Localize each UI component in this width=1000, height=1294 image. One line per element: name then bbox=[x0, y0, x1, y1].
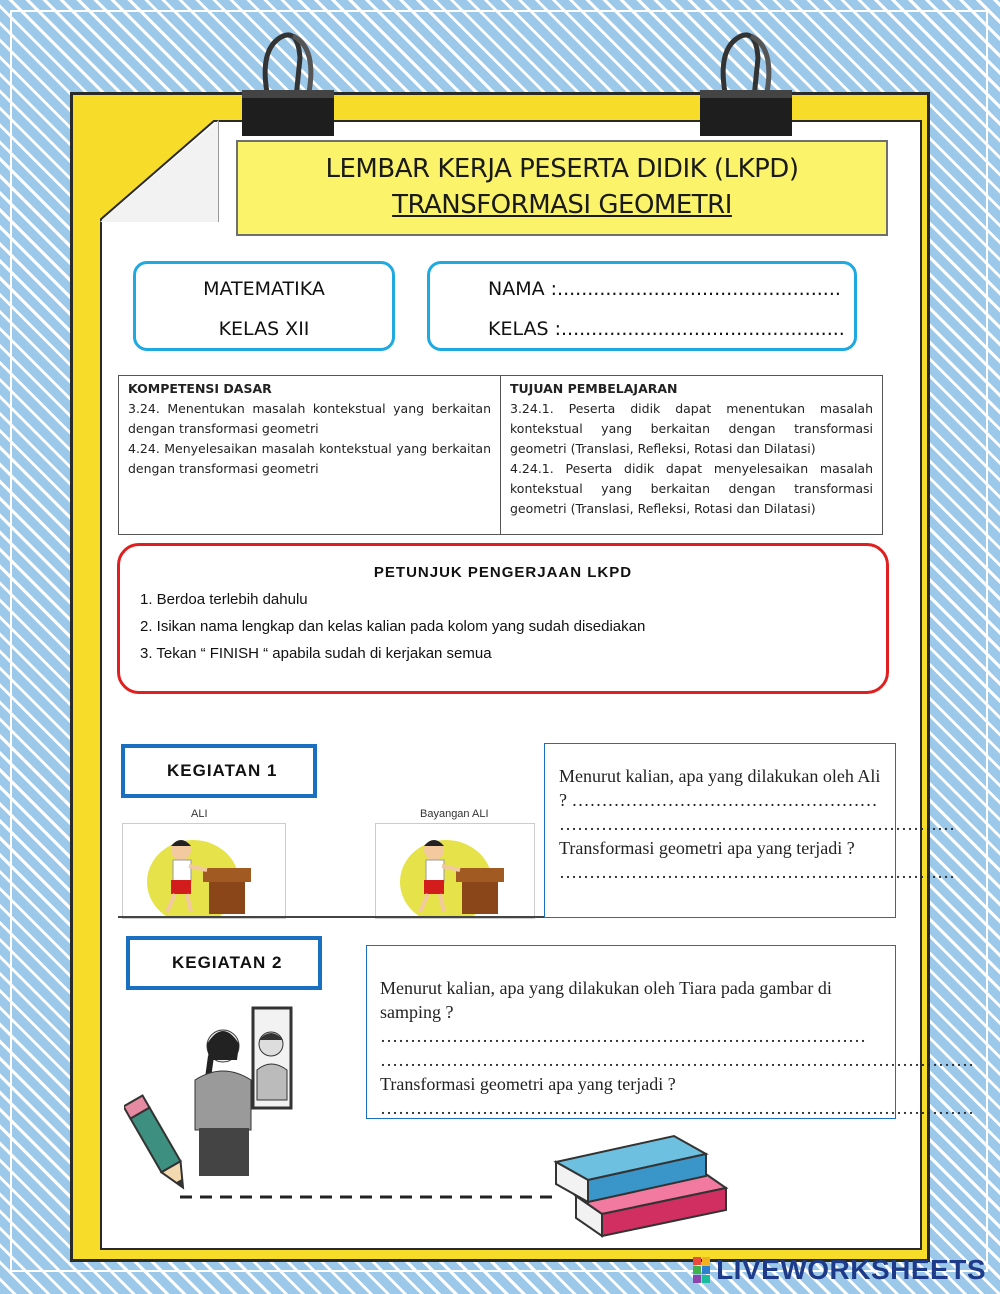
instruction-item: 3. Tekan “ FINISH “ apabila sudah di kerjakan semua bbox=[140, 645, 492, 662]
student-name-field[interactable]: NAMA :............................................... bbox=[488, 278, 841, 300]
subject-box bbox=[133, 261, 395, 351]
objectives-heading: TUJUAN PEMBELAJARAN bbox=[510, 381, 678, 396]
activity2-answer-2[interactable]: ……………………………………………………………………………………… bbox=[380, 1098, 974, 1118]
objectives-cell bbox=[501, 376, 883, 535]
worksheet-title: LEMBAR KERJA PESERTA DIDIK (LKPD) bbox=[325, 154, 799, 184]
activity2-question-box bbox=[366, 945, 974, 1119]
competency-item: 3.24. Menentukan masalah kontekstual yang berkaitan dengan transformasi geometri bbox=[128, 401, 491, 436]
subject-grade: KELAS XII bbox=[218, 318, 310, 340]
image-label-ali: ALI bbox=[191, 808, 208, 820]
binder-clip-icon bbox=[696, 28, 796, 138]
worksheet-subtitle: TRANSFORMASI GEOMETRI bbox=[392, 190, 732, 220]
subject-name: MATEMATIKA bbox=[203, 278, 325, 300]
worksheet-title-box bbox=[236, 140, 888, 236]
instruction-item: 1. Berdoa terlebih dahulu bbox=[140, 591, 308, 608]
pencil-icon bbox=[124, 1090, 194, 1202]
student-class-field[interactable]: KELAS :............................................... bbox=[488, 318, 845, 340]
ground-line bbox=[118, 916, 545, 918]
folded-corner-line bbox=[100, 120, 218, 222]
instructions-title: PETUNJUK PENGERJAAN LKPD bbox=[373, 564, 633, 581]
ali-reflection-image bbox=[375, 823, 535, 919]
activity1-question-2: Transformasi geometri apa yang terjadi ? bbox=[559, 838, 855, 858]
student-info-box bbox=[427, 261, 857, 351]
activity1-question-box bbox=[544, 743, 955, 918]
books-icon bbox=[550, 1130, 730, 1242]
competency-cell bbox=[119, 376, 501, 535]
liveworksheets-logo-icon bbox=[693, 1257, 711, 1283]
liveworksheets-watermark: LIVEWORKSHEETS bbox=[716, 1254, 986, 1285]
activity1-label: KEGIATAN 1 bbox=[121, 744, 317, 798]
instructions-box bbox=[117, 543, 889, 694]
ali-image bbox=[122, 823, 286, 919]
binder-clip-icon bbox=[238, 28, 338, 138]
image-label-reflection: Bayangan ALI bbox=[420, 808, 489, 820]
activity2-label: KEGIATAN 2 bbox=[126, 936, 322, 990]
competency-heading: KOMPETENSI DASAR bbox=[128, 381, 272, 396]
objective-item: 4.24.1. Peserta didik dapat menyelesaikan masalah kontekstual yang berkaitan dengan transformasi geometri (Translasi, Refleksi, Rotasi dan Dilatasi) bbox=[510, 461, 873, 516]
activity2-answer-1[interactable]: ……………………………………………………………………………………… bbox=[380, 1050, 974, 1070]
competency-table bbox=[118, 375, 883, 535]
tiara-mirror-image bbox=[183, 1000, 293, 1178]
activity1-answer-2[interactable]: ………………………………………………………… bbox=[559, 862, 955, 882]
instruction-item: 2. Isikan nama lengkap dan kelas kalian pada kolom yang sudah disediakan bbox=[140, 618, 646, 635]
activity2-question-2: Transformasi geometri apa yang terjadi ? bbox=[380, 1074, 676, 1094]
activity2-question-1: Menurut kalian, apa yang dilakukan oleh Tiara pada gambar di samping ? ……………………………………………………………………… bbox=[380, 978, 866, 1046]
competency-item: 4.24. Menyelesaikan masalah kontekstual yang berkaitan dengan transformasi geometri bbox=[128, 441, 491, 476]
objective-item: 3.24.1. Peserta didik dapat menentukan masalah kontekstual yang berkaitan dengan transformasi geometri (Translasi, Refleksi, Rotasi dan Dilatasi) bbox=[510, 401, 873, 456]
dashed-line bbox=[180, 1190, 560, 1204]
activity1-answer-1[interactable]: ………………………………………………………… bbox=[559, 814, 955, 834]
activity1-question-1: Menurut kalian, apa yang dilakukan oleh Ali ? …………………………………………… bbox=[559, 766, 881, 810]
